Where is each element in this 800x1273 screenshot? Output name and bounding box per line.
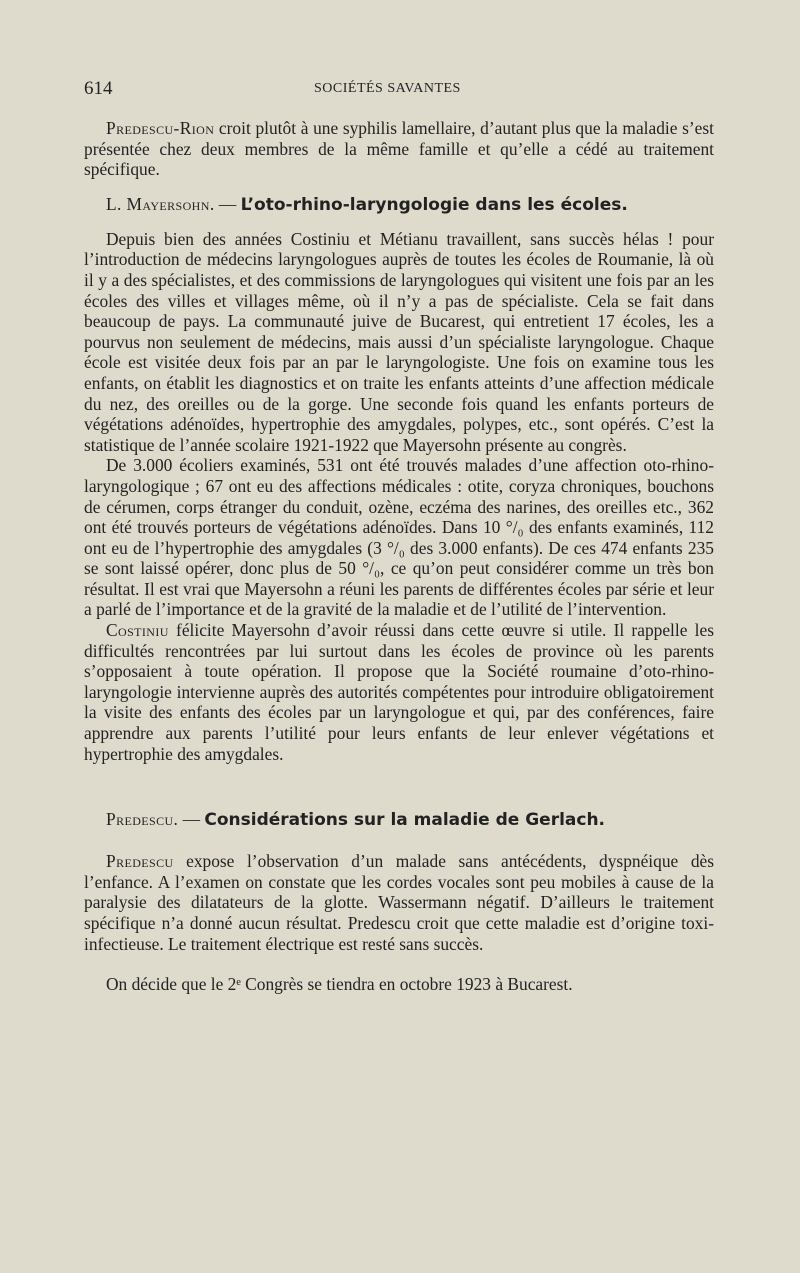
section-dash: — — [214, 193, 241, 214]
paragraph-costiniu — [84, 620, 714, 764]
section-title: L’oto-rhino-laryngologie dans les écoles. — [240, 194, 628, 215]
page-number: 614 — [84, 78, 113, 99]
section-heading-mayersohn — [84, 193, 714, 216]
page-header — [84, 78, 714, 100]
author-name: Predescu — [106, 851, 174, 872]
paragraph-predescu-rion — [84, 118, 714, 180]
paragraph-text: félicite Mayersohn d’avoir réussi dans cette œuvre si utile. Il rappelle les difficultés rencontrées par lui surtout dans les écoles de province où les parents s’opposaient à toute opération. Il propose que la Société roumaine d’oto-rhino-laryngologie intervienne auprès des autorités compétentes pour introduire obligatoirement la visite des enfants des écoles par un laryngologue et qui, par des conférences, faire apprendre aux parents l’utilité pour leurs enfants de leur enlever végétations et hypertrophie des amygdales. — [84, 620, 714, 764]
paragraph-statistics: De 3.000 écoliers examinés, 531 ont été trouvés malades d’une affection oto-rhino-laryngologique ; 67 ont eu des affections médicales : otite, coryza chroniques, bouchons de cérumen, corps étranger du conduit, ozène, eczéma des narines, des oreilles etc., 362 ont été trouvés porteurs de végétations adénoïdes. Dans 10 °/₀ des enfants examinés, 112 ont eu de l’hypertrophie des amygdales (3 °/₀ des 3.000 enfants). De ces 474 enfants 235 se sont laissé opérer, donc plus de 50 °/₀, ce qu’on peut considérer comme un très bon résultat. Il est vrai que Mayersohn a réuni les parents de différentes écoles par série et leur a parlé de l’importance et de la gravité de la maladie et de l’utilité de l’intervention. — [84, 455, 714, 620]
section-author: L. Mayersohn. — [106, 193, 215, 214]
paragraph-congress: On décide que le 2ᵉ Congrès se tiendra en octobre 1923 à Bucarest. — [106, 974, 573, 995]
page-body — [84, 118, 714, 995]
section-dash: — — [178, 809, 205, 830]
paragraph-text: expose l’observation d’un malade sans antécédents, dyspnéique dès l’enfance. A l’examen on constate que les cordes vocales sont peu mobiles à cause de la paralysie des dilatateurs de la glotte. Wassermann négatif. D’ailleurs le traitement spécifique n’a donné aucun résultat. Predescu croit que cette maladie est d’origine toxi-infectieuse. Le traitement électrique est resté sans succès. — [84, 851, 714, 954]
section-author: Predescu. — [106, 809, 179, 830]
author-name: Predescu-Rion — [106, 118, 215, 138]
running-title: SOCIÉTÉS SAVANTES — [314, 81, 461, 96]
paragraph-gerlach — [84, 851, 714, 954]
paragraph-text: croit plutôt à une syphilis lamellaire, d’autant plus que la maladie s’est présentée chez deux membres de la même famille et qu’elle a cédé au traitement spécifique. — [84, 118, 714, 180]
paragraph-depuis: Depuis bien des années Costiniu et Métianu travaillent, sans succès hélas ! pour l’introduction de médecins laryngologues auprès de toutes les écoles de Roumanie, là où il y a des spécialistes, et des commissions de laryngologues qui visitent une fois par an les écoles des villes et villages même, où il n’y a pas de spécialiste. Cela se fait dans beaucoup de pays. La communauté juive de Bucarest, qui entretient 17 écoles, les a pourvus non seulement de médecins, mais aussi d’un spécialiste laryngologue. Chaque école est visitée deux fois par an par le laryngologiste. Une fois on examine tous les enfants, on établit les diagnostics et on traite les enfants atteints d’une affection médicale du nez, des oreilles ou de la gorge. Une seconde fois quand les enfants porteurs de végétations adénoïdes, hypertrophie des amygdales, polypes, etc., sont opérés. C’est la statistique de l’année scolaire 1921-1922 que Mayersohn présente au congrès. — [84, 228, 714, 455]
author-name: Costiniu — [106, 620, 169, 641]
section-title: Considérations sur la maladie de Gerlach. — [204, 810, 606, 831]
section-heading-predescu — [84, 808, 714, 831]
